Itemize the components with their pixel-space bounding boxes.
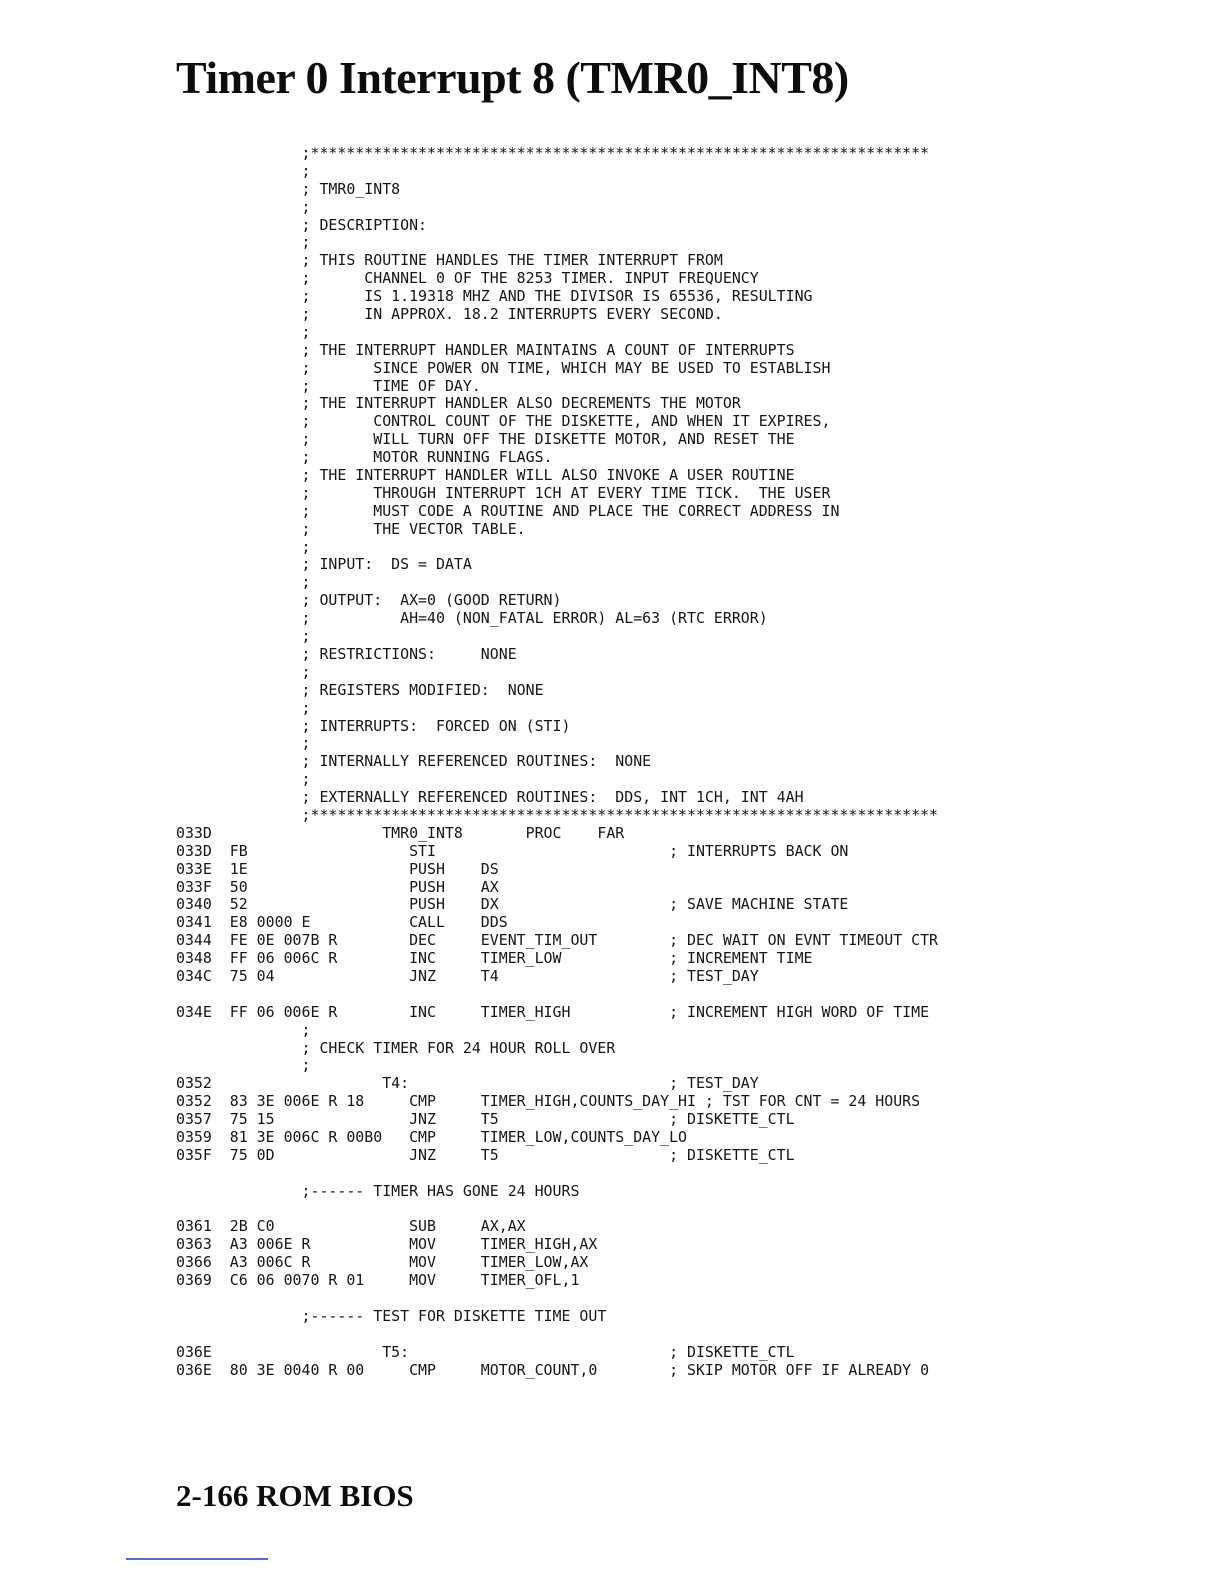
listing-line: 033D TMR0_INT8 PROC FAR xyxy=(176,823,625,842)
listing-line: ; INTERNALLY REFERENCED ROUTINES: NONE xyxy=(176,752,652,771)
listing-line: ; xyxy=(176,770,311,789)
page-footer: 2-166 ROM BIOS xyxy=(176,1478,414,1513)
page-title: Timer 0 Interrupt 8 (TMR0_INT8) xyxy=(176,52,849,103)
listing-line: ; xyxy=(176,573,311,592)
listing-line: 036E T5: ; DISKETTE_CTL xyxy=(176,1342,795,1361)
listing-line: 033E 1E PUSH DS xyxy=(176,859,499,878)
listing-line xyxy=(176,1290,938,1308)
listing-line: ; IN APPROX. 18.2 INTERRUPTS EVERY SECOND. xyxy=(176,305,723,324)
listing-line: ; EXTERNALLY REFERENCED ROUTINES: DDS, INT 1CH, INT 4AH xyxy=(176,788,804,807)
listing-line: 034E FF 06 006E R INC TIMER_HIGH ; INCREMENT HIGH WORD OF TIME xyxy=(176,1002,930,1021)
listing-line xyxy=(176,986,938,1004)
listing-line: ; INPUT: DS = DATA xyxy=(176,555,472,574)
listing-line: ; CHECK TIMER FOR 24 HOUR ROLL OVER xyxy=(176,1038,616,1057)
listing-line: ; xyxy=(176,1056,311,1075)
listing-line: ; DESCRIPTION: xyxy=(176,215,428,234)
listing-line: 0366 A3 006C R MOV TIMER_LOW,AX xyxy=(176,1253,589,1272)
code-listing xyxy=(176,145,938,1379)
listing-line xyxy=(176,1201,938,1219)
listing-line: ; xyxy=(176,161,311,180)
listing-line: 035F 75 0D JNZ T5 ; DISKETTE_CTL xyxy=(176,1145,795,1164)
listing-line: ; xyxy=(176,322,311,341)
listing-line: 033F 50 PUSH AX xyxy=(176,877,499,896)
listing-line: ; xyxy=(176,734,311,753)
listing-line: ; OUTPUT: AX=0 (GOOD RETURN) xyxy=(176,591,562,610)
listing-line: ; xyxy=(176,662,311,681)
listing-line: ; INTERRUPTS: FORCED ON (STI) xyxy=(176,716,571,735)
listing-line: 034C 75 04 JNZ T4 ; TEST_DAY xyxy=(176,966,759,985)
listing-line: ; xyxy=(176,627,311,646)
listing-line: ; IS 1.19318 MHZ AND THE DIVISOR IS 65536, RESULTING xyxy=(176,287,813,306)
listing-line: 0344 FE 0E 007B R DEC EVENT_TIM_OUT ; DEC WAIT ON EVNT TIMEOUT CTR xyxy=(176,931,939,950)
listing-line xyxy=(176,1165,938,1183)
listing-line: ; xyxy=(176,1020,311,1039)
listing-line: ; xyxy=(176,233,311,252)
listing-line: 0357 75 15 JNZ T5 ; DISKETTE_CTL xyxy=(176,1110,795,1129)
listing-line: ;------ TEST FOR DISKETTE TIME OUT xyxy=(176,1306,607,1325)
listing-line: ; SINCE POWER ON TIME, WHICH MAY BE USED TO ESTABLISH xyxy=(176,358,831,377)
listing-line: 0361 2B C0 SUB AX,AX xyxy=(176,1217,526,1236)
scan-edge-line xyxy=(126,1558,268,1560)
listing-line: ; THE INTERRUPT HANDLER ALSO DECREMENTS THE MOTOR xyxy=(176,394,741,413)
listing-line: ; THROUGH INTERRUPT 1CH AT EVERY TIME TICK. THE USER xyxy=(176,483,831,502)
listing-line: 0352 T4: ; TEST_DAY xyxy=(176,1074,759,1093)
listing-line: ; TMR0_INT8 xyxy=(176,179,401,198)
listing-line: ; WILL TURN OFF THE DISKETTE MOTOR, AND RESET THE xyxy=(176,430,795,449)
listing-line: ; REGISTERS MODIFIED: NONE xyxy=(176,680,544,699)
listing-line: ; xyxy=(176,698,311,717)
listing-line: ; MUST CODE A ROUTINE AND PLACE THE CORRECT ADDRESS IN xyxy=(176,501,840,520)
listing-line: ; MOTOR RUNNING FLAGS. xyxy=(176,448,553,467)
listing-line: ; THE INTERRUPT HANDLER MAINTAINS A COUNT OF INTERRUPTS xyxy=(176,340,795,359)
listing-line: ;********************************************************************* xyxy=(176,144,930,162)
listing-line xyxy=(176,1326,938,1344)
listing-line: ; CHANNEL 0 OF THE 8253 TIMER. INPUT FREQUENCY xyxy=(176,269,759,288)
listing-line: 033D FB STI ; INTERRUPTS BACK ON xyxy=(176,841,849,860)
listing-line: ; TIME OF DAY. xyxy=(176,376,481,395)
listing-line: ; AH=40 (NON_FATAL ERROR) AL=63 (RTC ERROR) xyxy=(176,609,768,628)
listing-line: 0340 52 PUSH DX ; SAVE MACHINE STATE xyxy=(176,895,849,914)
listing-line: ; xyxy=(176,537,311,556)
listing-line: 036E 80 3E 0040 R 00 CMP MOTOR_COUNT,0 ; SKIP MOTOR OFF IF ALREADY 0 xyxy=(176,1360,930,1379)
listing-line: ; THE VECTOR TABLE. xyxy=(176,519,526,538)
listing-line: 0369 C6 06 0070 R 01 MOV TIMER_OFL,1 xyxy=(176,1271,580,1290)
listing-line: ; xyxy=(176,197,311,216)
listing-line: 0352 83 3E 006E R 18 CMP TIMER_HIGH,COUNTS_DAY_HI ; TST FOR CNT = 24 HOURS xyxy=(176,1092,921,1111)
listing-line: ; RESTRICTIONS: NONE xyxy=(176,644,517,663)
listing-line: ; CONTROL COUNT OF THE DISKETTE, AND WHEN IT EXPIRES, xyxy=(176,412,831,431)
listing-line: ; THIS ROUTINE HANDLES THE TIMER INTERRUPT FROM xyxy=(176,251,723,270)
listing-line: 0359 81 3E 006C R 00B0 CMP TIMER_LOW,COUNTS_DAY_LO xyxy=(176,1127,688,1146)
listing-line: 0348 FF 06 006C R INC TIMER_LOW ; INCREMENT TIME xyxy=(176,949,813,968)
listing-line: ;------ TIMER HAS GONE 24 HOURS xyxy=(176,1181,580,1200)
listing-line: 0341 E8 0000 E CALL DDS xyxy=(176,913,508,932)
listing-line: ; THE INTERRUPT HANDLER WILL ALSO INVOKE A USER ROUTINE xyxy=(176,466,795,485)
listing-line: ;********************************************************************** xyxy=(176,805,939,824)
listing-line: 0363 A3 006E R MOV TIMER_HIGH,AX xyxy=(176,1235,598,1254)
